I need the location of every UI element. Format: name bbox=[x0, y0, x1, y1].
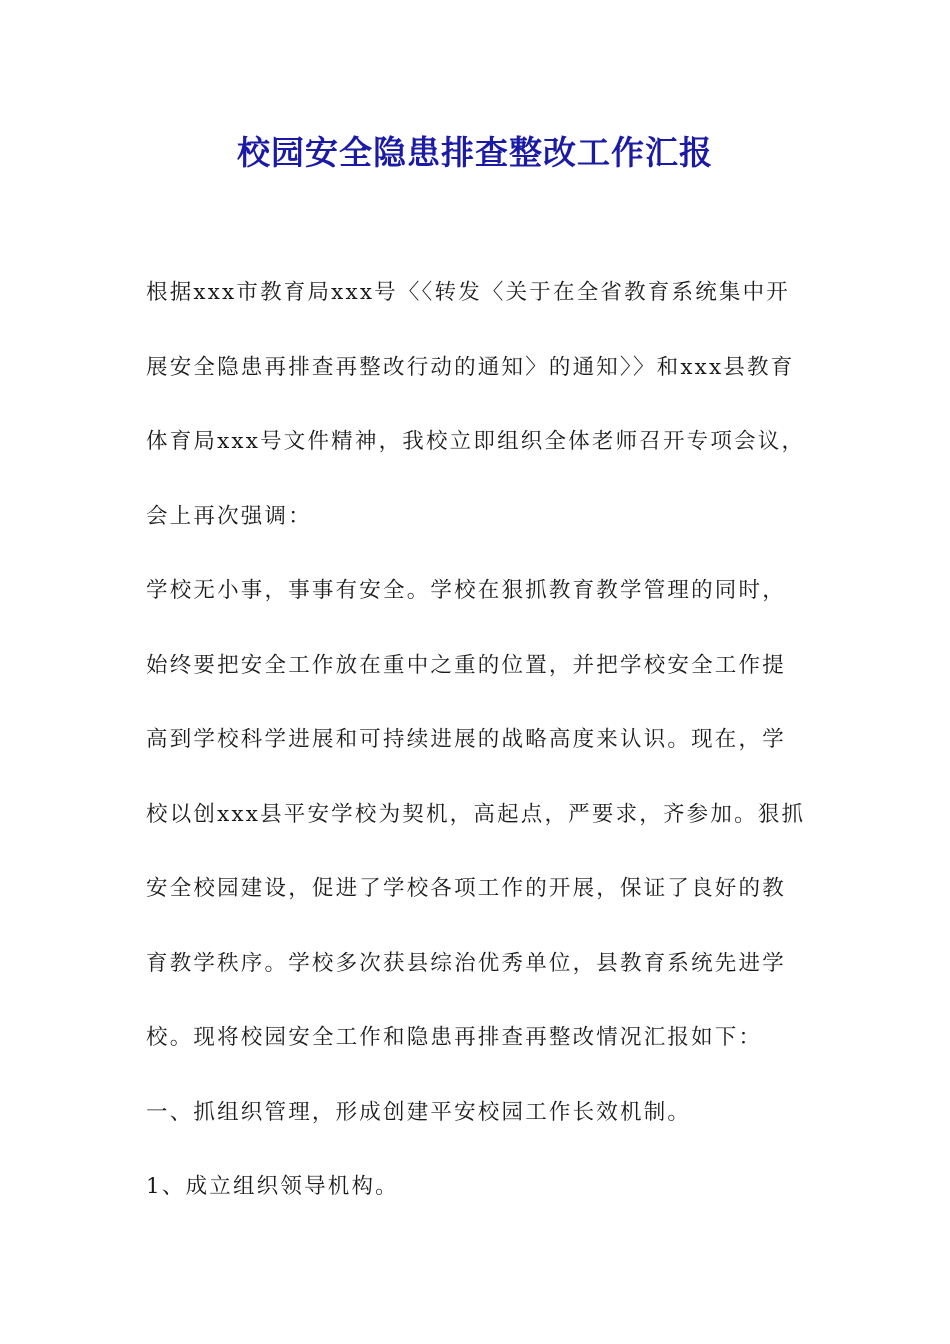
document-body bbox=[146, 256, 808, 1225]
section-heading-1: 一、抓组织管理，形成创建平安校园工作长效机制。 bbox=[146, 1099, 692, 1125]
paragraph-overview: 学校无小事，事事有安全。学校在狠抓教育教学管理的同时，始终要把安全工作放在重中之重的位置，并把学校安全工作提高到学校科学进展和可持续进展的战略高度来认识。现在，学校以创xxx县平安学校为契机，高起点，严要求，齐参加。狠抓安全校园建设，促进了学校各项工作的开展，保证了良好的教育教学秩序。学校多次获县综治优秀单位，县教育系统先进学校。现将校园安全工作和隐患再排查再整改情况汇报如下： bbox=[146, 578, 806, 1050]
document-title: 校园安全隐患排查整改工作汇报 bbox=[237, 133, 713, 172]
subsection-heading-1-1: 1、成立组织领导机构。 bbox=[146, 1174, 399, 1199]
paragraph-intro: 根据xxx市教育局xxx号〈〈转发〈关于在全省教育系统集中开展安全隐患再排查再整改行动的通知〉的通知〉〉和xxx县教育体育局xxx号文件精神，我校立即组织全体老师召开专项会议，会上再次强调： bbox=[146, 280, 806, 529]
